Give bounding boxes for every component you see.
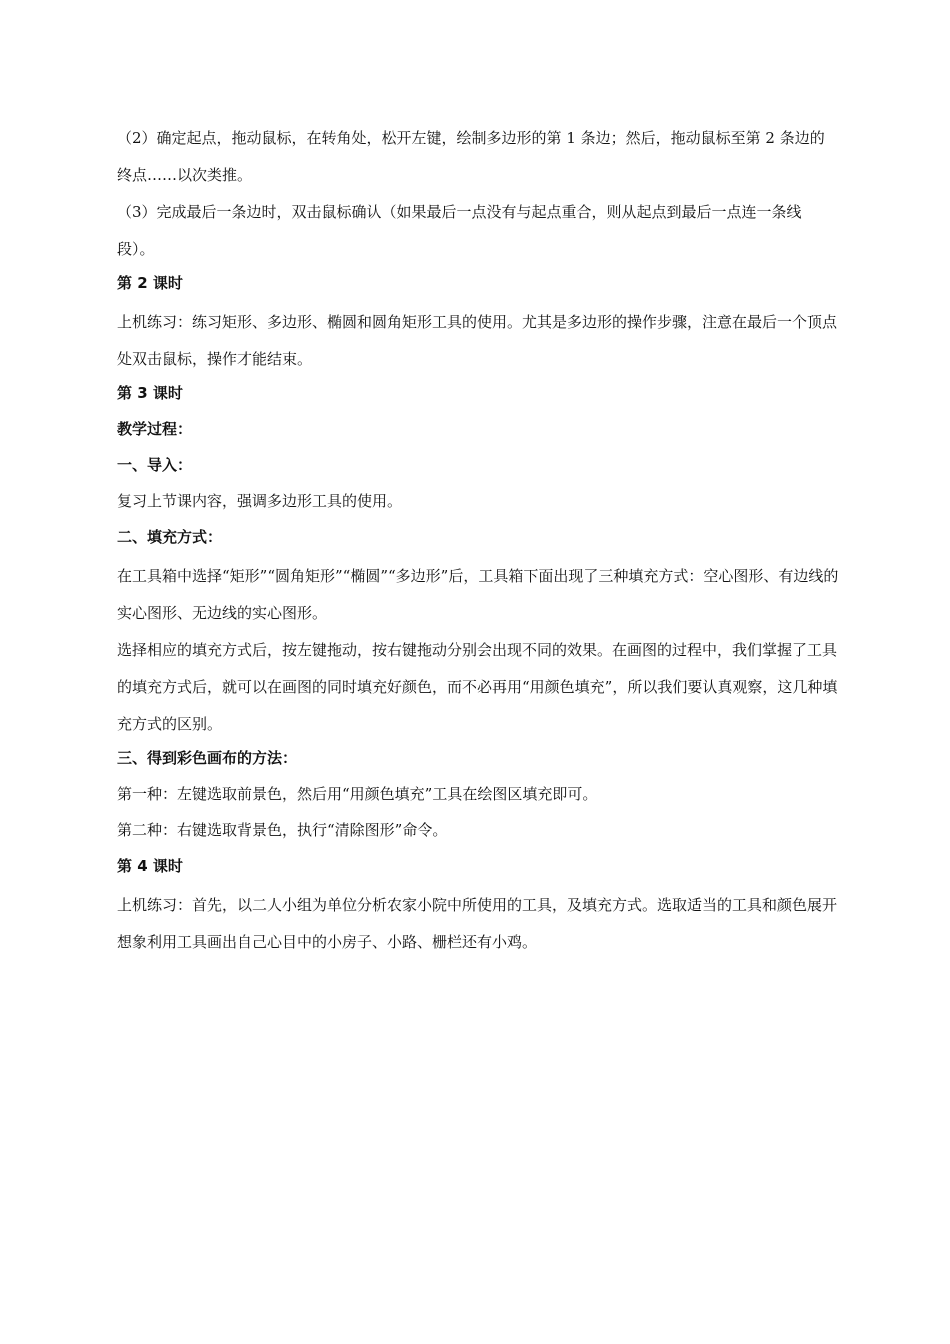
method-2-paragraph: 第二种：右键选取背景色，执行“清除图形”命令。 [117,821,448,839]
teaching-process-heading: 教学过程： [117,420,193,438]
lesson-2-heading: 第 2 课时 [117,274,183,292]
fill-mode-paragraph: 在工具箱中选择“矩形”“圆角矩形”“椭圆”“多边形”后，工具箱下面出现了三种填充方式：空心图形、有边线的实心图形、无边线的实心图形。 [117,567,839,622]
fill-effect-paragraph: 选择相应的填充方式后，按左键拖动，按右键拖动分别会出现不同的效果。在画图的过程中，我们掌握了工具的填充方式后，就可以在画图的同时填充好颜色，而不必再用“用颜色填充”，所以我们要认真观察，这几种填充方式的区别。 [117,641,838,733]
lesson-3-heading: 第 3 课时 [117,384,183,402]
intro-paragraph: 复习上节课内容，强调多边形工具的使用。 [117,492,403,510]
method-1-paragraph: 第一种：左键选取前景色，然后用“用颜色填充”工具在绘图区填充即可。 [117,785,598,803]
step-2-paragraph: （2）确定起点，拖动鼠标，在转角处，松开左键，绘制多边形的第 1 条边；然后，拖动鼠标至第 2 条边的终点……以次类推。 [117,129,825,184]
section-fill-mode-heading: 二、填充方式： [117,528,223,546]
section-color-canvas-heading: 三、得到彩色画布的方法： [117,749,298,767]
section-intro-heading: 一、导入： [117,456,193,474]
lesson-4-practice-paragraph: 上机练习：首先，以二人小组为单位分析农家小院中所使用的工具，及填充方式。选取适当的工具和颜色展开想象利用工具画出自己心目中的小房子、小路、栅栏还有小鸡。 [117,896,838,951]
lesson-4-heading: 第 4 课时 [117,857,183,875]
step-3-paragraph: （3）完成最后一条边时，双击鼠标确认（如果最后一点没有与起点重合，则从起点到最后一点连一条线段）。 [117,203,802,258]
document-page [117,120,839,961]
lesson-2-practice-paragraph: 上机练习：练习矩形、多边形、椭圆和圆角矩形工具的使用。尤其是多边形的操作步骤，注意在最后一个顶点处双击鼠标，操作才能结束。 [117,313,838,368]
